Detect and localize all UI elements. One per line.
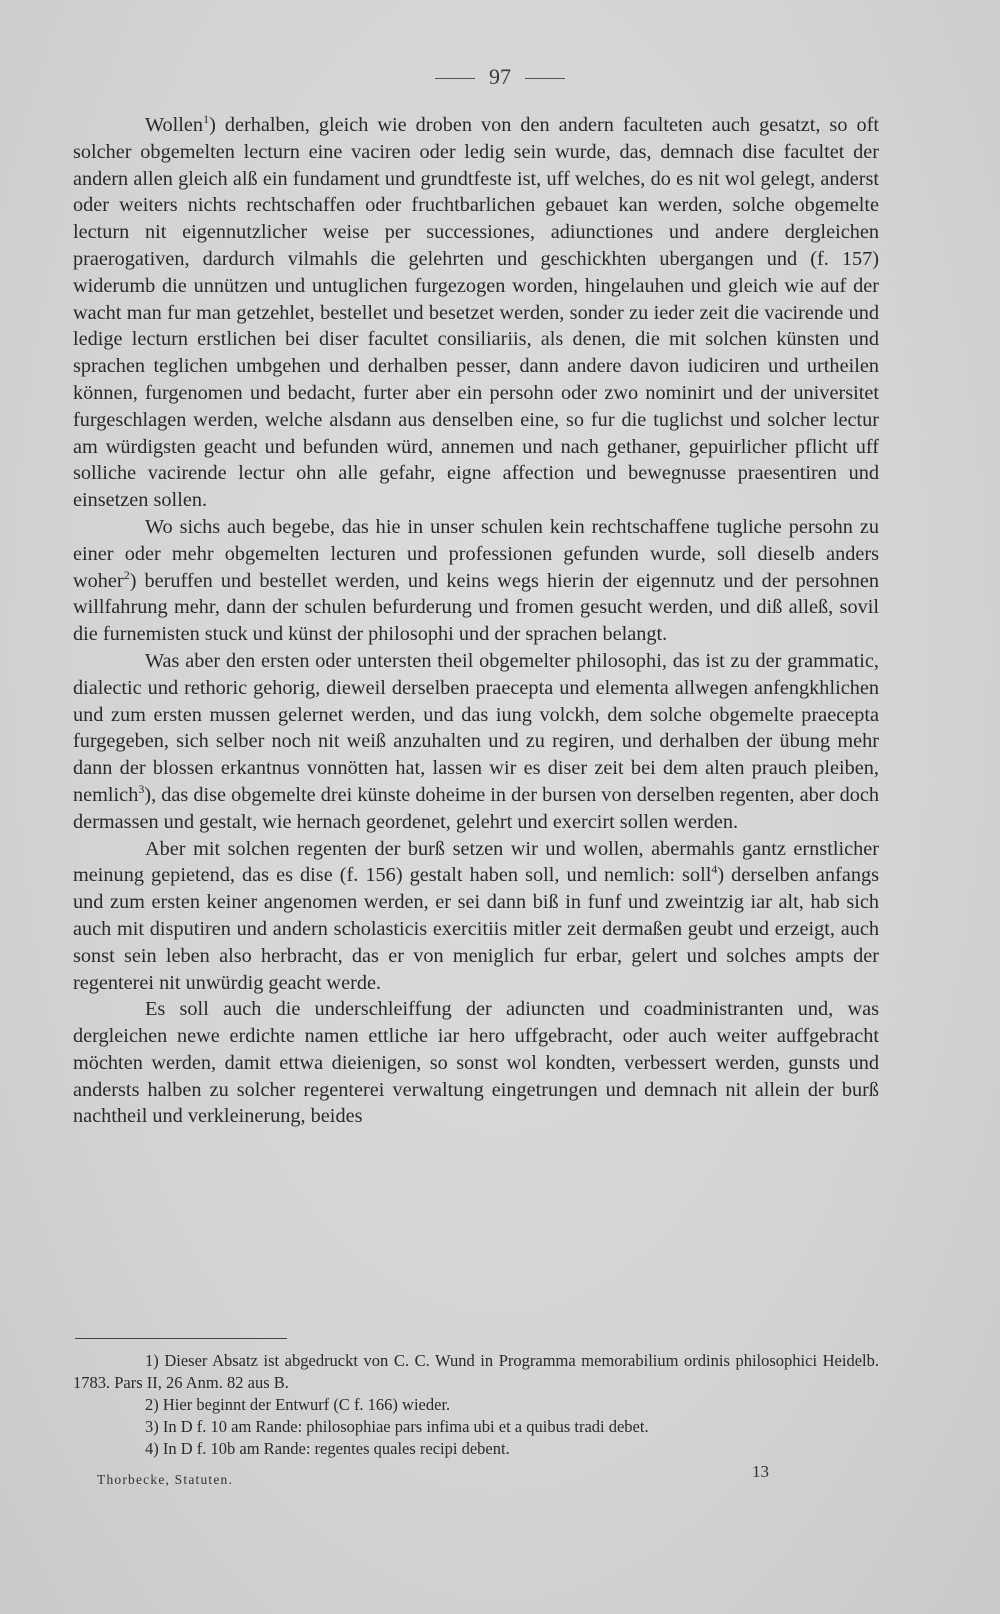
paragraph-text: Wo sichs auch begebe, das hie in unser schulen kein rechtschaffene tugliche persohn zu einer oder mehr obgemelten lecturen und professionen gefunden wurde, soll dieselb anders woher — [73, 515, 879, 592]
paragraph-text: Was aber den ersten oder untersten theil obgemelter philosophi, das ist zu der grammatic, dialectic und rethoric gehorig, dieweil derselben praecepta und elementa allwegen anfengkhlichen und zum ersten mussen gelernet werden, und das iung volckh, dem solche obgemelte praecepta furgegeben, sich selber noch nit weiß anzuhalten und zu regiren, und derhalben der übung mehr dann der blossen erkantnus vonnötten hat, lassen wir es diser zeit bei dem alten prauch pleiben, nemlich — [73, 649, 879, 806]
header-rule-right — [525, 78, 565, 79]
page-header — [0, 64, 1000, 90]
paragraph-text: Es soll auch die underschleiffung der adiuncten und coadministranten und, was dergleichen newe erdichte namen ettliche iar hero uffgebracht, oder auch weiter auffgebracht möchten werden, damit ettwa dieienigen, so sonst wol kondten, verbessert werden, gunsts und andersts halben zu solcher regenterei verwaltung eingetrungen und demnach nit allein der burß nachtheil und verkleinerung, beides — [73, 998, 879, 1128]
footnote-ref: 2 — [123, 567, 130, 582]
paragraph-text: Aber mit solchen regenten der burß setzen wir und wollen, abermahls gantz ernstlicher meinung gepietend, das es dise (f. 156) gestalt haben soll, und nemlich: soll — [73, 837, 879, 887]
footnote: 2) Hier beginnt der Entwurf (C f. 166) wieder. — [145, 1395, 451, 1414]
printer-signature: Thorbecke, Statuten. — [97, 1472, 234, 1487]
header-rule-left — [435, 78, 475, 79]
footnote-ref: 1 — [203, 112, 210, 127]
footnotes — [73, 1350, 879, 1460]
paragraph — [73, 112, 879, 514]
paragraph-text: ) derselben anfangs und zum ersten keiner angenomen werden, er sei dann biß in funf und zweintzig iar alt, hab sich auch mit disputiren und andern scholasticis exercitiis mitler zeit dermaßen geubt und erzeigt, auch sonst sein leben also herbracht, das er von meniglich fur erbar, gelert und solches ampts der regenterei nit unwürdig geacht werde. — [73, 864, 879, 994]
footnote-divider — [75, 1338, 287, 1339]
page-number: 97 — [489, 64, 511, 89]
footnote: 3) In D f. 10 am Rande: philosophiae pars infima ubi et a quibus tradi debet. — [145, 1417, 649, 1436]
paragraph — [73, 836, 879, 997]
body-text — [73, 112, 879, 1130]
footnote: 1) Dieser Absatz ist abgedruckt von C. C. Wund in Programma memorabilium ordinis philosophici Heidelb. 1783. Pars II, 26 Anm. 82 aus B. — [73, 1351, 879, 1392]
footnote: 4) In D f. 10b am Rande: regentes quales recipi debent. — [145, 1439, 510, 1458]
paragraph-text: Wollen — [145, 114, 204, 136]
paragraph — [73, 514, 879, 648]
footnote-ref: 4 — [711, 862, 718, 877]
paragraph-text: ), das dise obgemelte drei künste doheime in der bursen von derselben regenten, aber doch dermassen und gestalt, wie hernach geordenet, gelehrt und exercirt sollen werden. — [73, 783, 879, 833]
paragraph — [73, 996, 879, 1130]
footnote-ref: 3 — [138, 782, 145, 797]
paragraph-text: ) derhalben, gleich wie droben von den andern faculteten auch gesatzt, so oft solcher obgemelten lecturn eine vaciren oder ledig sein wurde, das, demnach dise facultet der andern allen gleich alß ein fundament und grundtfeste ist, uff welches, do es nit wol gelegt, anderst oder weiters nichts rechtschaffen oder fruchtbarlichen gebauet kan werden, solche obgemelte lecturn nit eigennutzlicher weise per successiones, adiunctiones und andere dergleichen praerogativen, dardurch vilmahls die gelehrten und geschickhten ubergangen und (f. 157) widerumb die unnützen und untuglichen furgezogen worden, hingelauhen und gleich wie auf der wacht man fur man getzehlet, bestellet und besetzet werden, sonder zu ieder zeit die vacirende und ledige lecturn erstlichen bei diser facultet consiliariis, als denen, die mit solchen künsten und sprachen teglichen umbgehen und derhalben pesser, dann andere davon iudiciren und urtheilen können, furgenomen und bedacht, furter aber ein persohn oder zwo nominirt und der universitet furgeschlagen werden, welche alsdann aus denselben eine, so fur die tuglichst und solcher lectur am würdigsten geacht und befunden würd, annemen und nach gethaner, gepuirlicher pflicht uff solliche vacirende lectur ohn alle gefahr, eigne affection und bewegnusse praesentiren und einsetzen sollen. — [73, 114, 879, 512]
sheet-number: 13 — [752, 1462, 769, 1481]
paragraph — [73, 648, 879, 836]
paragraph-text: ) beruffen und bestellet werden, und keins wegs hierin der eigennutz und der persohnen willfahrung mehr, dann der schulen befurderung und fromen gesucht werden, und diß alleß, sovil die furnemisten stuck und künst der philosophi und der sprachen belangt. — [73, 569, 879, 646]
